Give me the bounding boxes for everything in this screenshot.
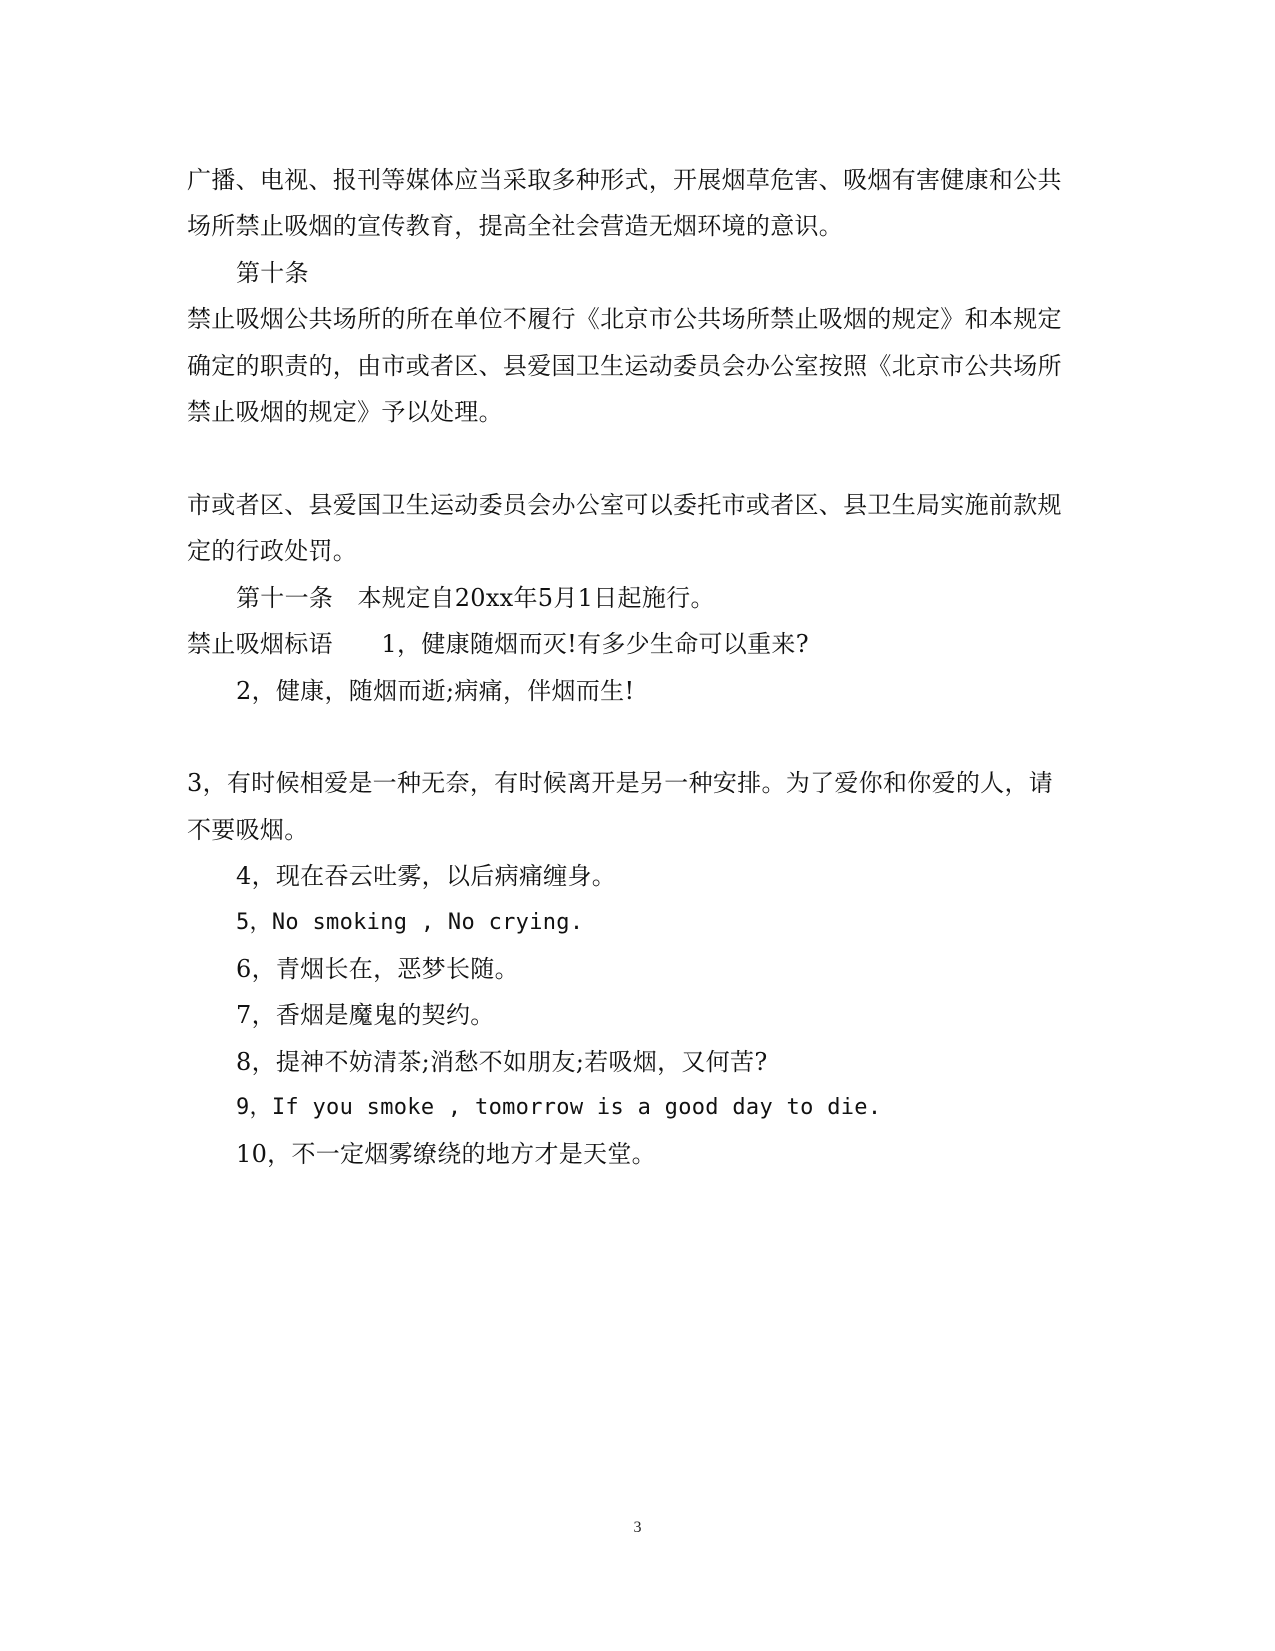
paragraph-line: 场所禁止吸烟的宣传教育，提高全社会营造无烟环境的意识。 (187, 212, 844, 240)
paragraph-line: 禁止吸烟公共场所的所在单位不履行《北京市公共场所禁止吸烟的规定》和本规定 (187, 305, 1062, 333)
paragraph-line: 定的行政处罚。 (187, 537, 358, 565)
article-heading: 第十条 (236, 259, 309, 287)
paragraph-line: 市或者区、县爱国卫生运动委员会办公室可以委托市或者区、县卫生局实施前款规 (187, 491, 1062, 519)
slogan-item: 9，If you smoke , tomorrow is a good day to die. (236, 1095, 882, 1120)
page-number: 3 (633, 1519, 642, 1536)
paragraph-line: 禁止吸烟的规定》予以处理。 (187, 398, 503, 426)
slogan-item: 4，现在吞云吐雾，以后病痛缠身。 (236, 862, 617, 890)
article-line: 第十一条 本规定自20xx年5月1日起施行。 (236, 584, 715, 612)
paragraph-line: 确定的职责的，由市或者区、县爱国卫生运动委员会办公室按照《北京市公共场所 (187, 352, 1062, 380)
slogan-item: 8，提神不妨清茶;消愁不如朋友;若吸烟，又何苦? (236, 1048, 768, 1076)
slogan-heading-line: 禁止吸烟标语 1，健康随烟而灭!有多少生命可以重来? (187, 630, 809, 658)
slogan-item-continued: 不要吸烟。 (187, 816, 309, 844)
slogan-item: 6，青烟长在，恶梦长随。 (236, 955, 519, 983)
slogan-item: 5，No smoking , No crying. (236, 910, 584, 935)
paragraph-line: 广播、电视、报刊等媒体应当采取多种形式，开展烟草危害、吸烟有害健康和公共 (187, 166, 1062, 194)
slogan-item: 2，健康，随烟而逝;病痛，伴烟而生! (236, 677, 635, 705)
slogan-item: 3，有时候相爱是一种无奈，有时候离开是另一种安排。为了爱你和你爱的人，请 (187, 769, 1054, 797)
slogan-item: 10，不一定烟雾缭绕的地方才是天堂。 (236, 1140, 656, 1168)
slogan-item: 7，香烟是魔鬼的契约。 (236, 1001, 495, 1029)
